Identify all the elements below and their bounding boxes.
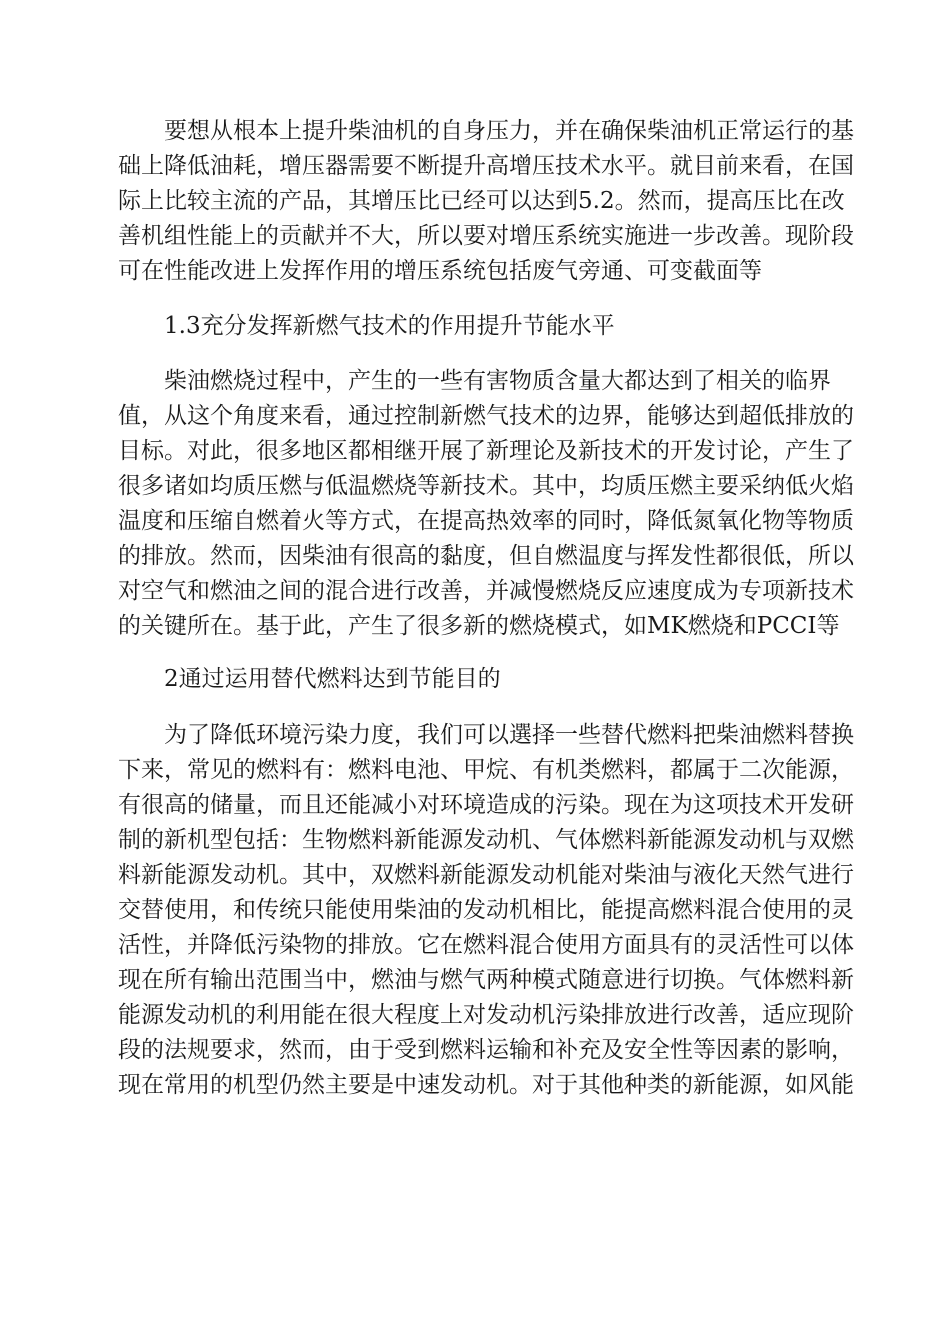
paragraph-1-line-1: 要想从根本上提升柴油机的自身压力，并在确保柴油机正常运行的基 bbox=[118, 118, 854, 144]
paragraph-1-line-5: 可在性能改进上发挥作用的增压系统包括废气旁通、可变截面等 bbox=[118, 258, 762, 284]
paragraph-1-line-3: 际上比较主流的产品，其增压比已经可以达到5.2。然而，提高压比在改 bbox=[118, 188, 845, 214]
paragraph-3-line-10: 段的法规要求，然而，由于受到燃料运输和补充及安全性等因素的影响， bbox=[118, 1037, 854, 1063]
paragraph-3-line-8: 现在所有输出范围当中，燃油与燃气两种模式随意进行切换。气体燃料新 bbox=[118, 967, 854, 993]
paragraph-1-line-2: 础上降低油耗，增压器需要不断提升高增压技术水平。就目前来看，在国 bbox=[118, 153, 854, 179]
section-heading-1-3: 1.3充分发挥新燃气技术的作用提升节能水平 bbox=[118, 313, 615, 339]
paragraph-3-line-3: 有很高的储量，而且还能减小对环境造成的污染。现在为这项技术开发研 bbox=[118, 792, 854, 818]
paragraph-3-line-1: 为了降低环境污染力度，我们可以選择一些替代燃料把柴油燃料替换 bbox=[118, 722, 854, 748]
paragraph-1-line-4: 善机组性能上的贡献并不大，所以要对增压系统实施进一步改善。现阶段 bbox=[118, 223, 854, 249]
paragraph-2-line-2: 值，从这个角度来看，通过控制新燃气技术的边界，能够达到超低排放的 bbox=[118, 403, 854, 429]
paragraph-2-line-5: 温度和压缩自燃着火等方式，在提高热效率的同时，降低氮氧化物等物质 bbox=[118, 508, 854, 534]
paragraph-2-line-1: 柴油燃烧过程中，产生的一些有害物质含量大都达到了相关的临界 bbox=[118, 368, 831, 394]
section-heading-2: 2通过运用替代燃料达到节能目的 bbox=[118, 666, 501, 692]
paragraph-3-line-11: 现在常用的机型仍然主要是中速发动机。对于其他种类的新能源，如风能 bbox=[118, 1072, 854, 1098]
paragraph-2-line-8: 的关键所在。基于此，产生了很多新的燃烧模式，如MK燃烧和PCCI等 bbox=[118, 613, 840, 639]
paragraph-3-line-5: 料新能源发动机。其中，双燃料新能源发动机能对柴油与液化天然气进行 bbox=[118, 862, 854, 888]
paragraph-3-line-7: 活性，并降低污染物的排放。它在燃料混合使用方面具有的灵活性可以体 bbox=[118, 932, 854, 958]
paragraph-3-line-6: 交替使用，和传统只能使用柴油的发动机相比，能提高燃料混合使用的灵 bbox=[118, 897, 854, 923]
paragraph-3-line-9: 能源发动机的利用能在很大程度上对发动机污染排放进行改善，适应现阶 bbox=[118, 1002, 854, 1028]
paragraph-2-line-7: 对空气和燃油之间的混合进行改善，并减慢燃烧反应速度成为专项新技术 bbox=[118, 578, 854, 604]
paragraph-2-line-6: 的排放。然而，因柴油有很高的黏度，但自燃温度与挥发性都很低，所以 bbox=[118, 543, 854, 569]
paragraph-3-line-4: 制的新机型包括：生物燃料新能源发动机、气体燃料新能源发动机与双燃 bbox=[118, 827, 854, 853]
paragraph-2-line-3: 目标。对此，很多地区都相继开展了新理论及新技术的开发讨论，产生了 bbox=[118, 438, 854, 464]
paragraph-2-line-4: 很多诸如均质压燃与低温燃烧等新技术。其中，均质压燃主要采纳低火焰 bbox=[118, 473, 854, 499]
paragraph-3-line-2: 下来，常见的燃料有：燃料电池、甲烷、有机类燃料，都属于二次能源， bbox=[118, 757, 854, 783]
